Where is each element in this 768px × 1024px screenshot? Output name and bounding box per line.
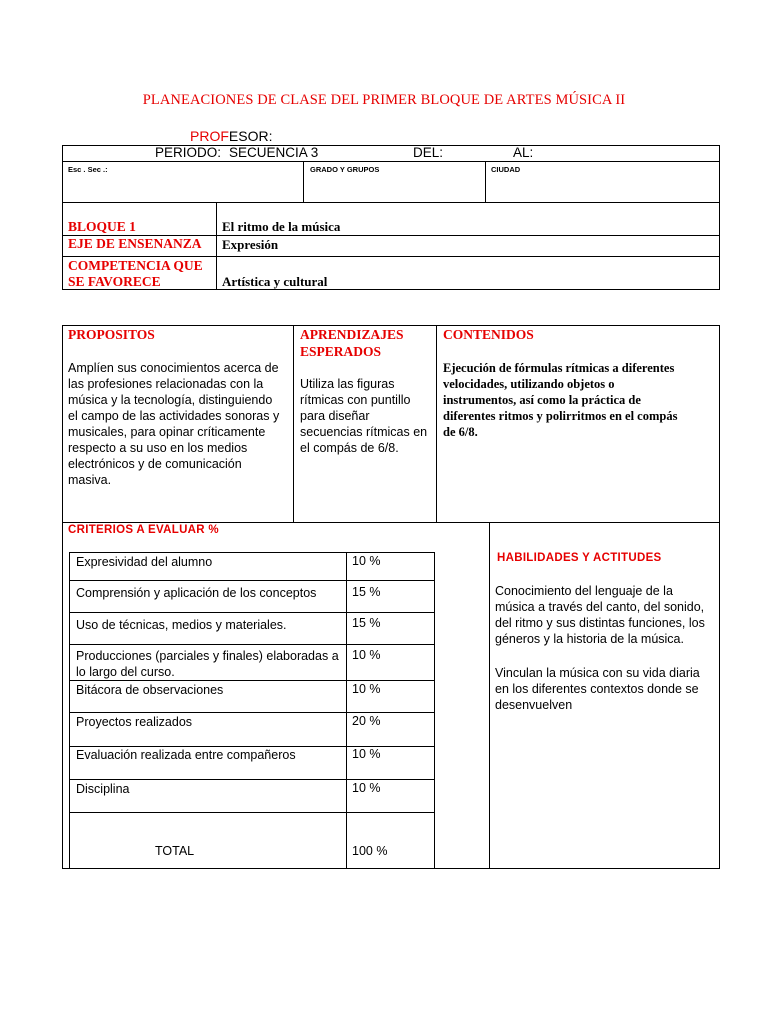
contenidos-label: CONTENIDOS [443,327,534,342]
contenidos-text [443,360,718,440]
pct-cell: 10 % [352,648,381,662]
habilidades-line: música a través del canto, del sonido, [495,600,705,614]
habilidades-line: Vinculan la música con su vida diaria [495,666,700,680]
criterio-cell: Evaluación realizada entre compañeros [76,748,296,762]
propositos-line: Amplíen sus conocimientos acerca de [68,361,279,375]
competencia-label-2: SE FAVORECE [68,274,161,289]
aprendizajes-line: Utiliza las figuras [300,377,395,391]
periodo-label: PERIODO: [155,145,222,160]
criterio-cell-line2: lo largo del curso. [76,665,175,679]
propositos-label: PROPOSITOS [68,327,155,342]
pct-cell: 15 % [352,616,381,630]
criterio-cell: Comprensión y aplicación de los conceptos [76,586,317,600]
pct-cell: 15 % [352,585,381,599]
competencia-label-1: COMPETENCIA QUE [68,258,203,273]
total-value: 100 % [352,844,388,858]
propositos-line: musicales, para opinar críticamente [68,425,266,439]
aprendizajes-line: secuencias rítmicas en [300,425,428,439]
aprendizajes-line: el compás de 6/8. [300,441,399,455]
propositos-line: respecto a su uso en los medios [68,441,248,455]
criterio-cell: Producciones (parciales y finales) elaboradas a [76,649,339,663]
contenidos-line: instrumentos, así como la práctica de [443,393,641,407]
habilidades-line: del ritmo y sus distintas funciones, los [495,616,705,630]
habilidades-line: Conocimiento del lenguaje de la [495,584,673,598]
contenidos-line: de 6/8. [443,425,478,439]
propositos-line: electrónicos y de comunicación [68,457,242,471]
aprendizajes-label-1: APRENDIZAJES [300,327,404,342]
pct-cell: 10 % [352,747,381,761]
profesor-label-red: PROF [190,128,229,144]
aprendizajes-line: rítmicas con puntillo [300,393,411,407]
habilidades-line: desenvuelven [495,698,573,712]
propositos-line: el campo de las actividades sonoras y [68,409,280,423]
propositos-text [68,360,290,488]
criterio-cell: Disciplina [76,782,130,796]
habilidades-para2 [495,665,717,713]
contenidos-line: velocidades, utilizando objetos o [443,377,615,391]
propositos-line: masiva. [68,473,112,487]
ciudad-label: CIUDAD [491,165,521,174]
aprendizajes-line: para diseñar [300,409,370,423]
esc-sec-label: Esc . Sec .: [68,165,108,174]
secuencia-label: SECUENCIA 3 [229,145,319,160]
propositos-line: las profesiones relacionadas con la [68,377,264,391]
habilidades-line: en los diferentes contextos donde se [495,682,699,696]
criterio-cell: Uso de técnicas, medios y materiales. [76,618,287,632]
criterio-cell: Bitácora de observaciones [76,683,224,697]
al-label: AL: [513,145,534,160]
pct-cell: 10 % [352,781,381,795]
pct-cell: 10 % [352,554,381,568]
bloque-label: BLOQUE 1 [68,219,136,234]
del-label: DEL: [413,145,444,160]
page-title: PLANEACIONES DE CLASE DEL PRIMER BLOQUE DE ARTES MÚSICA II [142,92,626,108]
competencia-value: Artística y cultural [222,274,328,289]
pct-cell: 10 % [352,682,381,696]
pct-cell: 20 % [352,714,381,728]
contenidos-line: Ejecución de fórmulas rítmicas a diferentes [443,361,675,375]
aprendizajes-text [300,376,434,456]
habilidades-para1 [495,583,717,647]
habilidades-label: HABILIDADES Y ACTITUDES [497,552,662,564]
eje-label: EJE DE ENSENANZA [68,236,202,251]
total-label: TOTAL [155,844,195,858]
eje-value: Expresión [222,237,279,252]
criterio-cell: Expresividad del alumno [76,555,213,569]
propositos-line: música y la tecnología, distinguiendo [68,393,273,407]
profesor-label-rest: ESOR: [228,128,273,144]
profesor-line [190,128,272,144]
criterios-label: CRITERIOS A EVALUAR % [68,524,219,536]
grado-grupos-label: GRADO Y GRUPOS [310,165,380,174]
criterio-cell: Proyectos realizados [76,715,193,729]
contenidos-line: diferentes ritmos y polirritmos en el compás [443,409,678,423]
aprendizajes-label-2: ESPERADOS [300,344,382,359]
habilidades-line: géneros y la historia de la música. [495,632,684,646]
bloque-value: El ritmo de la música [222,219,341,234]
